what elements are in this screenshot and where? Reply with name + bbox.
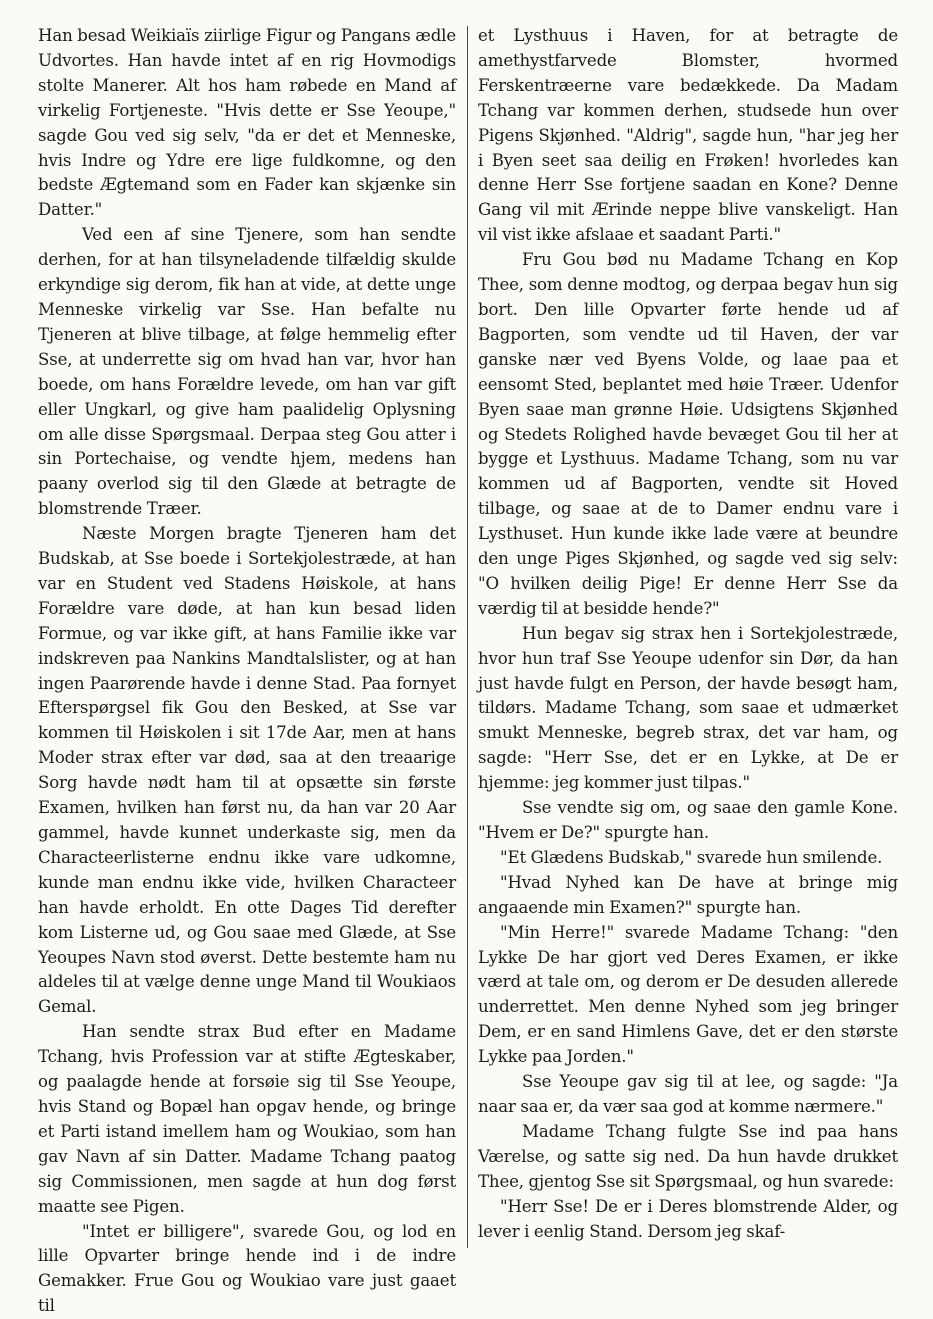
paragraph: Ved een af sine Tjenere, som han sendte derhen, for at han tilsyneladende tilfældig skulde erkyndige sig derom, fik han at vide, at dette unge Menneske virkelig var Sse. Han befalte nu Tjeneren at blive tilbage, at følge hemmelig efter Sse, at underrette sig om hvad han var, hvor han boede, om hans Forældre levede, om han var gift eller Ungkarl, og give ham paalidelig Oplysning om alle disse Spørgsmaal. Derpaa steg Gou atter i sin Portechaise, og vendte hjem, medens han paany overlod sig til den Glæde at betragte de blomstrende Træer. [38, 223, 456, 522]
paragraph: Hun begav sig strax hen i Sortekjolestræde, hvor hun traf Sse Yeoupe udenfor sin Dør, da han just havde fulgt en Person, der havde besøgt ham, tildørs. Madame Tchang, som saae et udmærket smukt Menneske, begreb strax, det var ham, og sagde: "Herr Sse, det er en Lykke, at De er hjemme: jeg kommer just tilpas." [478, 622, 898, 796]
paragraph: "Hvad Nyhed kan De have at bringe mig angaaende min Examen?" spurgte han. [478, 871, 898, 921]
paragraph: Sse vendte sig om, og saae den gamle Kone. "Hvem er De?" spurgte han. [478, 796, 898, 846]
paragraph: Sse Yeoupe gav sig til at lee, og sagde: "Ja naar saa er, da vær saa god at komme nærmere." [478, 1070, 898, 1120]
paragraph: "Intet er billigere", svarede Gou, og lod en lille Opvarter bringe hende ind i de indre Gemakker. Frue Gou og Woukiao vare just gaaet til [38, 1220, 456, 1319]
right-text-column [478, 24, 898, 1244]
column-divider [467, 26, 468, 1248]
paragraph: "Et Glædens Budskab," svarede hun smilende. [478, 846, 898, 871]
paragraph: Madame Tchang fulgte Sse ind paa hans Værelse, og satte sig ned. Da hun havde drukket Thee, gjentog Sse sit Spørgsmaal, og hun svarede: [478, 1120, 898, 1195]
paragraph: et Lysthuus i Haven, for at betragte de amethystfarvede Blomster, hvormed Ferskentræerne vare bedækkede. Da Madam Tchang var kommen derhen, studsede hun over Pigens Skjønhed. "Aldrig", sagde hun, "har jeg her i Byen seet saa deilig en Frøken! hvorledes kan denne Herr Sse fortjene saadan en Kone? Denne Gang vil mit Ærinde neppe blive vanskeligt. Han vil vist ikke afslaae et saadant Parti." [478, 24, 898, 248]
paragraph: "Herr Sse! De er i Deres blomstrende Alder, og lever i eenlig Stand. Dersom jeg skaf- [478, 1195, 898, 1245]
paragraph: Han sendte strax Bud efter en Madame Tchang, hvis Profession var at stifte Ægteskaber, og paalagde hende at forsøie sig til Sse Yeoupe, hvis Stand og Bopæl han opgav hende, og bringe et Parti istand imellem ham og Woukiao, som han gav Navn af sin Datter. Madame Tchang paatog sig Commissionen, men sagde at hun dog først maatte see Pigen. [38, 1020, 456, 1219]
left-text-column [38, 24, 456, 1319]
paragraph: Han besad Weikiaïs ziirlige Figur og Pangans ædle Udvortes. Han havde intet af en rig Hovmodigs stolte Manerer. Alt hos ham røbede en Mand af virkelig Fortjeneste. "Hvis dette er Sse Yeoupe," sagde Gou ved sig selv, "da er det et Menneske, hvis Indre og Ydre ere lige fuldkomne, og den bedste Ægtemand som en Fader kan skjænke sin Datter." [38, 24, 456, 223]
paragraph: Fru Gou bød nu Madame Tchang en Kop Thee, som denne modtog, og derpaa begav hun sig bort. Den lille Opvarter førte hende ud af Bagporten, som vendte ud til Haven, der var ganske nær ved Byens Volde, og laae paa et eensomt Sted, beplantet med høie Træer. Udenfor Byen saae man grønne Høie. Udsigtens Skjønhed og Stedets Rolighed havde bevæget Gou til her at bygge et Lysthuus. Madame Tchang, som nu var kommen ud af Bagporten, vendte sit Hoved tilbage, og saae at de to Damer endnu vare i Lysthuset. Hun kunde ikke lade være at beundre den unge Piges Skjønhed, og sagde ved sig selv: "O hvilken deilig Pige! Er denne Herr Sse da værdig til at besidde hende?" [478, 248, 898, 622]
paragraph: Næste Morgen bragte Tjeneren ham det Budskab, at Sse boede i Sortekjolestræde, at han var en Student ved Stadens Høiskole, at hans Forældre vare døde, at han kun besad liden Formue, og var ikke gift, at hans Familie ikke var indskreven paa Nankins Mandtalslister, og at han ingen Paarørende havde i denne Stad. Paa fornyet Efterspørgsel fik Gou den Besked, at Sse var kommen til Høiskolen i sit 17de Aar, men at hans Moder strax efter var død, saa at den treaarige Sorg havde nødt ham til at opsætte sin første Examen, hvilken han først nu, da han var 20 Aar gammel, havde kunnet underkaste sig, men da Characteerlisterne endnu ikke vare udkomne, kunde man endnu ikke vide, hvilken Characteer han havde erholdt. En otte Dages Tid derefter kom Listerne ud, og Gou saae med Glæde, at Sse Yeoupes Navn stod øverst. Dette bestemte ham nu aldeles til at vælge denne unge Mand til Woukiaos Gemal. [38, 522, 456, 1020]
paragraph: "Min Herre!" svarede Madame Tchang: "den Lykke De har gjort ved Deres Examen, er ikke værd at tale om, og derom er De desuden allerede underrettet. Men denne Nyhed som jeg bringer Dem, er en sand Himlens Gave, det er den største Lykke paa Jorden." [478, 921, 898, 1070]
